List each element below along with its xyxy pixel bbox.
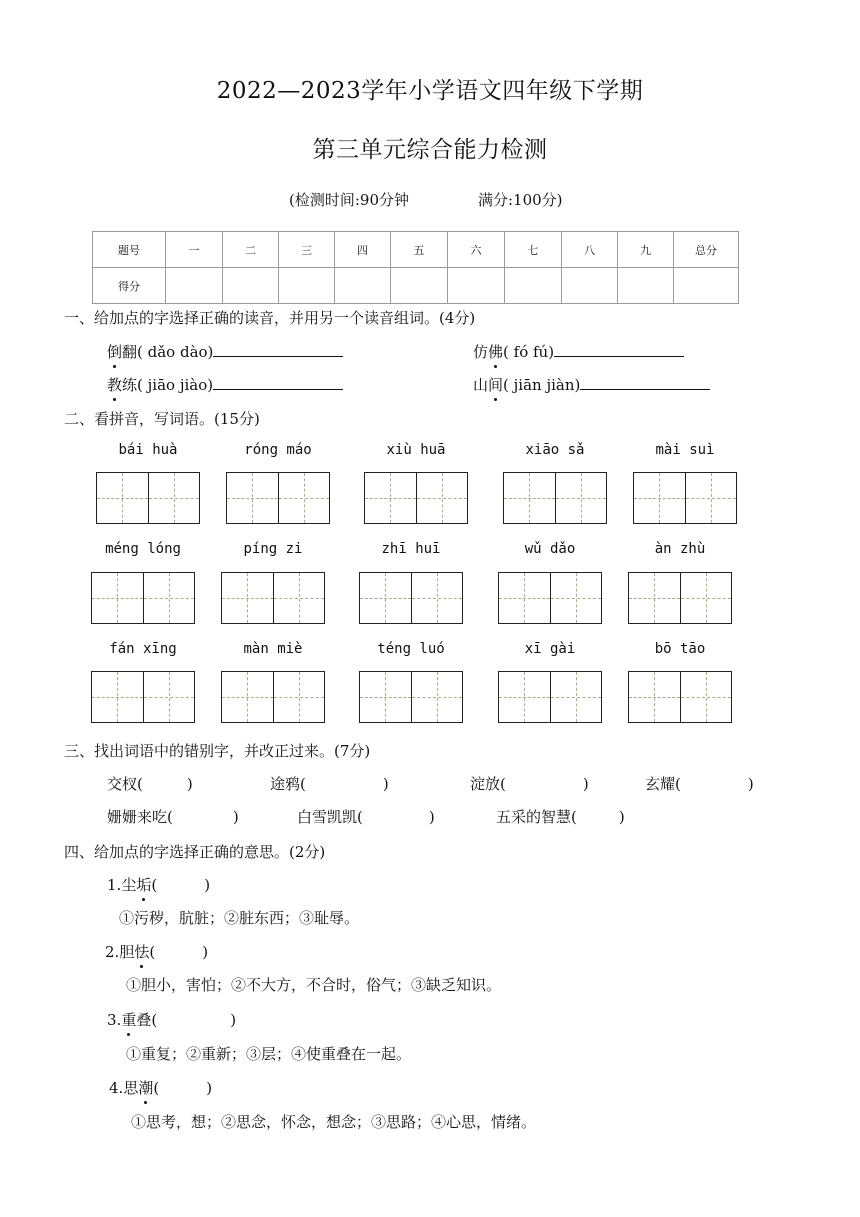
sec4-options-3: ①重复；②重新；③层；④使重叠在一起。 — [126, 1045, 412, 1063]
sec3-item: 玄耀( ) — [645, 775, 754, 793]
pinyin-label: mài suì — [655, 442, 715, 458]
exam-time: (检测时间:90分钟 — [289, 191, 409, 209]
tianzige-box[interactable] — [91, 572, 195, 624]
tianzige-box[interactable] — [359, 671, 463, 723]
sec4-question-2: 2.胆怯( ) — [105, 943, 209, 961]
tianzige-box[interactable] — [226, 472, 330, 524]
score-cell[interactable] — [674, 268, 739, 304]
pinyin-label: àn zhù — [654, 541, 706, 557]
tianzige-box[interactable] — [628, 572, 732, 624]
sec4-question-1: 1.尘垢( ) — [107, 876, 211, 894]
score-col-7: 七 — [505, 232, 562, 268]
score-col-total: 总分 — [674, 232, 739, 268]
tianzige-box[interactable] — [359, 572, 463, 624]
sec3-item: 淀放( ) — [470, 775, 589, 793]
sec1-item-1: 倒翻( dǎo dào) — [107, 341, 343, 362]
pinyin-label: téng luó — [377, 641, 445, 657]
dotted-char: 重 — [121, 1011, 137, 1029]
pinyin-label: bái huà — [118, 442, 178, 458]
pinyin-label: bō tāo — [654, 641, 706, 657]
sec4-options-4: ①思考，想；②思念，怀念，想念；③思路；④心思，情绪。 — [131, 1113, 537, 1131]
score-cell[interactable] — [223, 268, 279, 304]
score-table-header-row — [93, 232, 739, 268]
score-cell[interactable] — [391, 268, 448, 304]
dotted-char: 教 — [107, 376, 123, 394]
sec3-item: 五采的智慧( ) — [496, 808, 625, 826]
sec1-item-3: 教练( jiāo jiào) — [107, 374, 343, 395]
score-table-label-score: 得分 — [93, 268, 166, 304]
section-4-title: 四、给加点的字选择正确的意思。(2分) — [64, 843, 326, 861]
score-col-3: 三 — [279, 232, 335, 268]
score-cell[interactable] — [279, 268, 335, 304]
pinyin-label: fán xīng — [109, 641, 177, 657]
pinyin-label: xiù huā — [386, 442, 446, 458]
score-col-2: 二 — [223, 232, 279, 268]
score-col-6: 六 — [448, 232, 505, 268]
tianzige-box[interactable] — [91, 671, 195, 723]
score-col-9: 九 — [618, 232, 674, 268]
page-subtitle: 第三单元综合能力检测 — [312, 137, 548, 163]
pinyin-label: píng zi — [243, 541, 303, 557]
score-table-label-number: 题号 — [93, 232, 166, 268]
answer-blank[interactable] — [213, 341, 343, 357]
score-cell[interactable] — [562, 268, 618, 304]
sec3-item: 途鸦( ) — [270, 775, 389, 793]
sec4-question-4: 4.思潮( ) — [109, 1079, 213, 1097]
sec4-question-3: 3.重叠( ) — [107, 1011, 237, 1029]
sec4-options-2: ①胆小，害怕；②不大方，不合时，俗气；③缺乏知识。 — [126, 976, 502, 994]
section-1-title: 一、给加点的字选择正确的读音，并用另一个读音组词。(4分) — [64, 309, 476, 327]
pinyin-label: róng máo — [244, 442, 312, 458]
pinyin-label: wǔ dǎo — [524, 541, 576, 557]
pinyin-label: zhī huī — [381, 541, 441, 557]
pinyin-label: màn miè — [243, 641, 303, 657]
sec3-item: 姗姗来吃( ) — [107, 808, 239, 826]
tianzige-box[interactable] — [498, 572, 602, 624]
tianzige-box[interactable] — [633, 472, 737, 524]
dotted-char: 倒 — [107, 343, 123, 361]
sec4-options-1: ①污秽，肮脏；②脏东西；③耻辱。 — [119, 909, 360, 927]
tianzige-box[interactable] — [221, 572, 325, 624]
pinyin-label: méng lóng — [105, 541, 181, 557]
pinyin-label: xī gài — [524, 641, 576, 657]
answer-blank[interactable] — [213, 374, 343, 390]
score-table — [92, 231, 739, 304]
sec3-item: 交杈( ) — [107, 775, 193, 793]
answer-blank[interactable] — [580, 374, 710, 390]
score-cell[interactable] — [335, 268, 391, 304]
score-table-score-row — [93, 268, 739, 304]
sec1-item-2: 仿佛( fó fú) — [473, 341, 684, 362]
dotted-char: 怯 — [134, 943, 150, 961]
section-2-title: 二、看拼音，写词语。(15分) — [64, 410, 260, 428]
tianzige-box[interactable] — [498, 671, 602, 723]
tianzige-box[interactable] — [364, 472, 468, 524]
dotted-char: 垢 — [136, 876, 152, 894]
sec1-item-4: 山间( jiān jiàn) — [473, 374, 710, 395]
score-col-4: 四 — [335, 232, 391, 268]
tianzige-box[interactable] — [628, 671, 732, 723]
score-cell[interactable] — [166, 268, 223, 304]
full-score: 满分:100分) — [478, 191, 563, 209]
score-col-8: 八 — [562, 232, 618, 268]
tianzige-box[interactable] — [221, 671, 325, 723]
section-3-title: 三、找出词语中的错别字，并改正过来。(7分) — [64, 742, 371, 760]
dotted-char: 间 — [488, 376, 504, 394]
score-cell[interactable] — [505, 268, 562, 304]
dotted-char: 潮 — [138, 1079, 154, 1097]
score-col-5: 五 — [391, 232, 448, 268]
score-col-1: 一 — [166, 232, 223, 268]
score-cell[interactable] — [618, 268, 674, 304]
answer-blank[interactable] — [554, 341, 684, 357]
tianzige-box[interactable] — [503, 472, 607, 524]
page-title: 2022—2023学年小学语文四年级下学期 — [216, 78, 644, 104]
score-cell[interactable] — [448, 268, 505, 304]
tianzige-box[interactable] — [96, 472, 200, 524]
pinyin-label: xiāo sǎ — [525, 442, 585, 458]
dotted-char: 佛 — [488, 343, 504, 361]
sec3-item: 白雪凯凯( ) — [297, 808, 435, 826]
